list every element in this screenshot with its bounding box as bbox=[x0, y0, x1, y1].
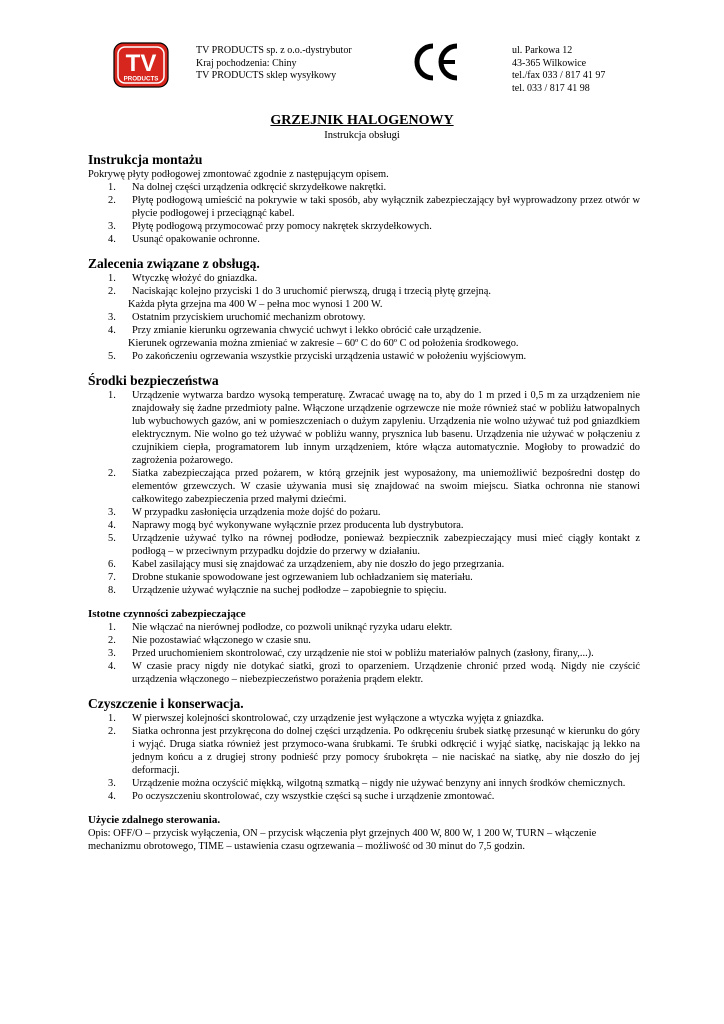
shop-line: TV PRODUCTS sklep wysyłkowy bbox=[196, 70, 337, 81]
section-heading-pilot: Użycie zdalnego sterowania. bbox=[88, 814, 221, 826]
list-item: 7. Drobne stukanie spowodowane jest ogrzewaniem lub ochładzaniem się materiału. bbox=[108, 572, 473, 583]
page-subtitle: Instrukcja obsługi bbox=[324, 130, 400, 141]
obsluga-list bbox=[88, 272, 640, 298]
list-item: 1. Urządzenie wytwarza bardzo wysoką temperaturę. Zwracać uwagę na to, aby do 1 m przed i 0,5 m za urządzeniem nie znajdowały się żadne przedmioty palne. Włączone urządzenie ogrzewcze nie może również stać w pobliżu łatwopalnych lub wybuchowych gazów, ani w pomieszczeniach o dużym zapyleniu. Urządzenia nie wolno używać tuż pod gniazdkiem elektrycznym. Nie wolno go też używać w pobliżu wanny, prysznica lub basenu. Urządzenia nie używać w połączeniu z czujnikiem ciepła, programatorem lub innym urządzeniem, które włącza automatycznie. Mogłoby to prowadzić do zagrożenia pożarowego. bbox=[108, 390, 640, 466]
czyszczenie-list bbox=[88, 712, 640, 803]
contact-info bbox=[512, 45, 605, 95]
list-item: 3. Przed uruchomieniem skontrolować, czy urządzenie nie stoi w pobliżu materiałów palnych (zasłony, firany,...). bbox=[108, 648, 594, 659]
address-line: ul. Parkowa 12 bbox=[512, 45, 573, 56]
logo-sub-text: PRODUCTS bbox=[123, 75, 159, 83]
obsluga-list-cont bbox=[88, 311, 640, 337]
list-item: 2. Siatka zabezpieczająca przed pożarem, w którą grzejnik jest wyposażony, ma uniemożliwić bezpośredni dostęp do elementów grzewczych. W czasie używania musi się znajdować na swoim miejscu. Siatka ochronna nie stanowi całkowitego zabezpieczenia przed małymi dziećmi. bbox=[108, 468, 640, 505]
montaz-list bbox=[88, 181, 640, 246]
list-item: 5. Po zakończeniu ogrzewania wszystkie przyciski urządzenia ustawić w położeniu wyjściowym. bbox=[108, 351, 527, 362]
ce-mark bbox=[413, 42, 461, 82]
page-title: GRZEJNIK HALOGENOWY bbox=[270, 113, 454, 128]
montaz-intro: Pokrywę płyty podłogowej zmontować zgodnie z następującym opisem. bbox=[88, 169, 389, 180]
section-heading-obsluga: Zalecenia związane z obsługą. bbox=[88, 256, 260, 271]
zabezpieczajace-list bbox=[88, 621, 640, 686]
list-item: 1. Na dolnej części urządzenia odkręcić skrzydełkowe nakrętki. bbox=[108, 182, 387, 193]
section-heading-czyszczenie: Czyszczenie i konserwacja. bbox=[88, 696, 244, 711]
section-heading-zabezpieczajace: Istotne czynności zabezpieczające bbox=[88, 608, 246, 620]
document-body bbox=[88, 152, 640, 853]
obsluga-note-power: Każda płyta grzejna ma 400 W – pełna moc wynosi 1 200 W. bbox=[128, 299, 383, 310]
list-item: 3. Ostatnim przyciskiem uruchomić mechanizm obrotowy. bbox=[108, 312, 366, 323]
list-item: 1. Wtyczkę włożyć do gniazdka. bbox=[108, 273, 258, 284]
distributor-info bbox=[196, 45, 352, 83]
postal-line: 43-365 Wilkowice bbox=[512, 57, 587, 69]
list-item: 1. Nie włączać na nierównej podłodze, co pozwoli uniknąć ryzyka udaru elektr. bbox=[108, 622, 453, 633]
list-item: 2. Płytę podłogową umieścić na pokrywie w taki sposób, aby wyłącznik zabezpieczający był wyprowadzony przez otwór w płycie podłogowej i przeciągnąć kabel. bbox=[108, 195, 640, 219]
list-item: 2. Siatka ochronna jest przykręcona do dolnej części urządzenia. Po odkręceniu śrubek siatkę przesunąć w kierunku do góry i wyjąć. Druga siatka również jest przymoco-wana śrubkami. Te śrubki odkręcić i wyjąć siatkę, naciskając ją lekko na jednym końcu a z drugiej strony podnieść przy pomocy śrubokręta – nie naciskać na siatkę, aby nie doszło do jej deformacji. bbox=[108, 726, 640, 776]
fax-line: tel./fax 033 / 817 41 97 bbox=[512, 70, 606, 81]
distributor-line: TV PRODUCTS sp. z o.o.-dystrybutor bbox=[196, 45, 352, 56]
list-item: 6. Kabel zasilający musi się znajdować za urządzeniem, aby nie doszło do jego przegrzania. bbox=[108, 559, 505, 570]
list-item: 2. Nie pozostawiać włączonego w czasie snu. bbox=[108, 635, 311, 646]
list-item: 5. Urządzenie używać tylko na równej podłodze, ponieważ bezpiecznik zabezpieczający musi mieć ciągły kontakt z podłogą – w przeciwnym przypadku dojdzie do przerwy w działaniu. bbox=[108, 533, 640, 557]
bezpieczenstwo-list bbox=[88, 389, 640, 597]
obsluga-note-direction: Kierunek ogrzewania można zmieniać w zakresie – 60º C do 60º C od położenia środkowego. bbox=[128, 338, 519, 349]
pilot-description: Opis: OFF/O – przycisk wyłączenia, ON – przycisk włączenia płyt grzejnych 400 W, 800 W, 1 200 W, TURN – włączenie mechanizmu obrotowego, TIME – ustawienia czasu ogrzewania – możliwość od 30 minut do 7,5 godzin. bbox=[88, 828, 597, 852]
list-item: 3. Urządzenie można oczyścić miękką, wilgotną szmatką – nigdy nie używać benzyny ani innych środków chemicznych. bbox=[108, 778, 626, 789]
phone-line: tel. 033 / 817 41 98 bbox=[512, 82, 590, 94]
list-item: 4. W czasie pracy nigdy nie dotykać siatki, grozi to oparzeniem. Urządzenie chronić przed wodą. Nigdy nie czyścić urządzenia włączonego – niebezpieczeństwo porażenia prądem elektr. bbox=[108, 661, 640, 685]
list-item: 4. Przy zmianie kierunku ogrzewania chwycić uchwyt i lekko obrócić całe urządzenie. bbox=[108, 325, 482, 336]
tv-products-logo bbox=[113, 42, 169, 88]
origin-line: Kraj pochodzenia: Chiny bbox=[196, 57, 297, 69]
list-item: 4. Naprawy mogą być wykonywane wyłącznie przez producenta lub dystrybutora. bbox=[108, 520, 464, 531]
section-heading-bezpieczenstwo: Środki bezpieczeństwa bbox=[88, 373, 219, 388]
list-item: 4. Po oczyszczeniu skontrolować, czy wszystkie części są suche i urządzenie zmontować. bbox=[108, 791, 495, 802]
logo-main-text: TV bbox=[125, 50, 157, 77]
list-item: 3. Płytę podłogową przymocować przy pomocy nakrętek skrzydełkowych. bbox=[108, 221, 432, 232]
list-item: 4. Usunąć opakowanie ochronne. bbox=[108, 234, 260, 245]
list-item: 1. W pierwszej kolejności skontrolować, czy urządzenie jest wyłączone a wtyczka wyjęta z gniazdka. bbox=[108, 713, 544, 724]
section-heading-montaz: Instrukcja montażu bbox=[88, 152, 203, 167]
obsluga-list-end bbox=[88, 350, 640, 363]
list-item: 3. W przypadku zasłonięcia urządzenia może dojść do pożaru. bbox=[108, 507, 381, 518]
list-item: 8. Urządzenie używać wyłącznie na suchej podłodze – zapobiegnie to spięciu. bbox=[108, 585, 447, 596]
list-item: 2. Naciskając kolejno przyciski 1 do 3 uruchomić pierwszą, drugą i trzecią płytę grzejną. bbox=[108, 286, 491, 297]
